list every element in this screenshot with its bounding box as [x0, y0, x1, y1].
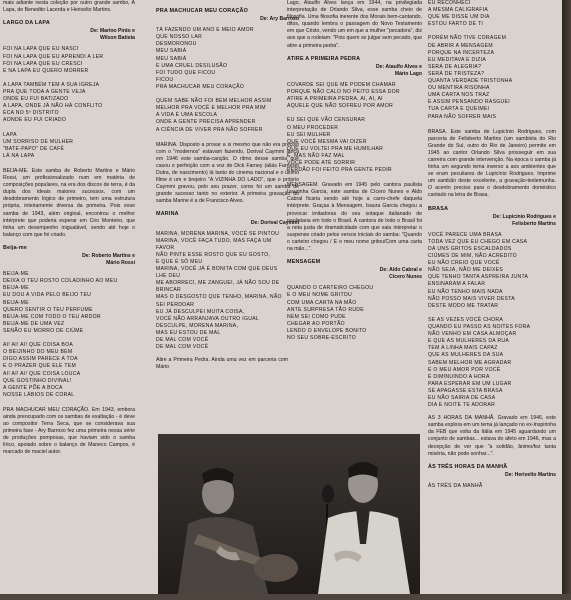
commentary-paragraph: PRA MACHUCAR MEU CORAÇÃO. Em 1943, embora ainda preocupado com os sambas de exaltação - é deve ao compositor Terra Seca, que se considerava sua primeira fase - Ary Barroso fez uma primeira nessa série de produções pomposas, que haviam sido o samba lírico, apoiado sobre o balanço de Maneco Campos, é marcado de maciel autor. — [3, 406, 135, 456]
song-credit: De: Lupicínio Rodrigues e Felisberto Martins — [492, 213, 556, 227]
song-credit: De: Aldo Cabral e Cícero Nunes — [379, 267, 422, 281]
column-2 — [156, 0, 299, 375]
commentary-paragraph: MARINA. Disposto a provar a si mesmo que não era preciso com o "modernos" estavam fazendo, Dorival Caymmi lança em 1946 este samba-canção. O ritmo desse samba que casou o perfeição com a voz de Dick Farney (aliás Farnésio Dutra, de nascimento) lá tanto do cinema nacional e o último filme é um e brejeiro "A VIZINHA DO LADO", que o próprio Caymmi gravou, pelo seu prazer, como foi um samba de grande sucesso tanto no exterior. A primeira gravação do samba Marine é a de Francisco Alves. — [156, 141, 299, 205]
commentary-paragraph: Atire a Primeira Pedra. Ainda uma vez em parceria com Mário — [156, 357, 288, 371]
song-title: Beija-me — [3, 244, 28, 251]
song-title: BRASA — [428, 205, 449, 212]
song-lyric: QUANDO O CARTEIRO CHEGOU E O MEU NOME GRITOU COM UMA CARTA NA MÃO ANTE SURPRESA TÃO RUDE NEM SEI COMO PUDE CHEGAR AO PORTÃO LENDO O ENVELOPE BONITO NO SEU SOBRE-ESCRITO — [287, 285, 374, 342]
commentary-paragraph: BRASA. Este samba de Lupicínio Rodrigues, com parceria de Felisberto Martins (um sambista do Rio Grande do Sul, outro do Rio de Janeiro) permite em 1945 ao cantor Orlando Silva prosseguir em sua carreira com grande intervenção. Na época o samba já tinha um segundo tema inverso a aos ambientes que se eram peculiares de Lupicínio Rodrigues. Imprime um sambão deste excelente, a gravação-testemunha. O acento preciso para o desdobramento doméstico cantado na letra de Brasa. — [428, 128, 556, 199]
commentary-paragraph: BEIJA-ME. Este samba de Roberto Martins e Mário Rossi, um profissionalizado num em matéria de composições populares, na era dos discos de terra, é da dupla dos ideais maiores sucessos, com um desdobramento lógico de primeiro, tem uma estrutura própria, inteiramente diversa da primeira. Pois esse samba de 1943, além original, encontrou o melhor intérprete que poderia esperar em Ciro Monteiro, que tinha um desempenho inigualável, sendo até hoje o balanço com que foi criado. — [3, 167, 135, 238]
song-lyric: COVARDE SEI QUE ME PODEM CHAMAR PORQUE NÃO CALO NO PEITO ESSA DOR ATIRE A PRIMEIRA PEDRA, AI, AI, AI AQUELE QUE NÃO SOFREU POR AMOR EU SEI QUE VÃO CENSURAR O MEU PROCEDER EU SEI MULHER QUE VOCÊ MESMA VAI DIZER QUE EU VOLTEI PRA ME HUMILHAR É, MAS NÃO FAZ MAL VOCÊ PODE ATÉ SORRIR PERDÃO FOI FEITO PRA GENTE PEDIR — [287, 81, 400, 174]
column-4 — [428, 0, 556, 494]
column-3 — [287, 0, 422, 346]
song-credit: De: Ataulfo Alves e Mário Lago — [375, 63, 422, 77]
sheet-edge — [562, 0, 571, 600]
song-lyric: TÁ FAZENDO UM ANO E MEIO AMOR QUE NOSSO LAR DESMORONOU MEU SABIÁ MEU SABIÁ E UMA CRUEL DESILUSÃO FOI TUDO QUE FICOU FICOU PRA MACHUCAR MEU CORAÇÃO QUEM SABE NÃO FOI BEM MELHOR ASSIM MELHOR PRA VOCÊ E MELHOR PRA MIM A VIDA É UMA ESCOLA ONDE A GENTE PRECISA APRENDER A CIÊNCIA DE VIVER PRA NÃO SOFRER — [156, 27, 272, 133]
commentary-paragraph: MENSAGEM. Gravado em 1945 pelo cantora paulista Isaurinha Garcia, este samba de Cícero Nunes e Aldo Cabral ficaria sendo até hoje a carro-chefe daquela intérprete. Graças à Mensagem, Isaura Garcia chegou a provocar imitadoras do seu sotaque italianado de paulistana em todo o Brasil. A cantora de todo o Brasil foi a nota justa de dramaticidade com que saiu interpretar o suspense criado pelos versos iniciais do samba: "Quando o carteiro chegou / E o meu nome gritou/Com uma carta na mão...". — [287, 182, 422, 252]
song-lyric: BEIJA-ME DEIXA O TEU ROSTO COLADINHO AO MEU BEIJA-ME EU DOU A VIDA PELO BEIJO TEU BEIJA-ME QUERO SENTIR O TEU PERFUME BEIJA-ME COM TODO O TEU ARDOR BEIJA-ME DE UMA VEZ SENÃO EU MORRO DE CIÚME AI! AI! AI! QUE COISA BOA O BEIJINHO DO MEU BEM DIGO ASSIM PARECE A TOA E O PRAZER QUE ELE TEM AI! AI! AI! QUE COISA LOUCA QUE GOSTINHO DIVINAL! A GENTE PÕE A BOCA NOSSE LÁBIOS DE CORAL — [3, 271, 118, 398]
song-title: MARINA — [156, 211, 179, 218]
song-lyric: MARINA, MORENA MARINA, VOCÊ SE PINTOU MARINA, VOCÊ FAÇA TUDO, MAS FAÇA UM FAVOR NÃO PINTE ESSE ROSTO QUE EU GOSTO, E QUE É SÓ MEU MARINA, VOCÊ JÁ É BONITA COM QUE DEUS LHE DEU ME ABORRECI, ME ZANGUEI, JÁ NÃO SOU DE BRINCAR MAS O DESGOSTO QUE TENHO, MARINA, NÃO SEI PERDOAR EU JÁ DESCULPEI MUITA COISA, VOCÊ NÃO ARRANJAVA OUTRO IGUAL DESCULPE, MORENA MARINA, MAS EU ESTOU DE MAL DE MAL COM VOCÊ DE MAL COM VOCÊ — [156, 230, 282, 351]
performers-photo — [158, 434, 420, 594]
song-title: ATIRE A PRIMEIRA PEDRA — [287, 55, 361, 62]
song-credit: De: Roberto Martins e Mário Rossi — [82, 253, 135, 267]
song-lyric: EU RECONHECI A MESMA CALIGRAFIA QUE ME DISSE UM DIA ESTOU FARTO DE TI PORÉM NÃO TIVE CORAGEM DE ABRIR A MENSAGEM PORQUE NA INCERTEZA EU MEDITAVA E DIZIA SERÁ DE ALEGRIA? SERÁ DE TRISTEZA? QUANTA VERDADE TRISTONHA OU MENTIRA RISONHA UMA CARTA NOS TRAZ E ASSIM PENSANDO RASGUEI TUA CARTA E QUEIMEI PARA NÃO SOFRER MAIS — [428, 0, 513, 120]
song-title: MENSAGEM — [287, 259, 321, 266]
song-lyric: FOI NA LAPA QUE EU NASCI FOI NA LAPA QUE EU APRENDI A LER FOI NA LAPA QUE EU CRESCI E NA LAPA EU QUERO MORRER A LAPA TAMBÉM TEM A SUA IGREJA PRA QUE TODA A GENTE VEJA ONDE EU FUI BATIZADO A LAPA, ONDE JÁ NÃO HÁ CONFLITO ÉCA NO 5º DISTRITO AONDE EU FUI CRIADO LAPA UM SORRISO DE MULHER "BATE-PAPO" DE CAFÉ LÁ NA LAPA — [3, 46, 104, 159]
song-title: ÀS TRÊS HORAS DA MANHÃ — [428, 463, 508, 470]
intro-text: Lago, Ataulfo Alves lança em 1944, na privilegiada interpretação de Orlando Silva, esse samba cheio de filosofia. Uma filosofia inerente dos Morais bem-cantando, ditos, quando lembra o passagem do Novo Testamento em que Cristo, vendo um em que a mulher "pecadora", diz aos que a rodeiam: "Pois quem se julgar sem pecado, que atire a primeira pedra". — [287, 0, 422, 49]
song-title: PRA MACHUCAR MEU CORAÇÃO — [156, 8, 249, 14]
song-credit: De: Marino Pinto e Wilson Batista — [90, 28, 135, 42]
commentary-paragraph: AS 3 HORAS DA MANHÃ. Gravado em 1946, este samba explora em um tema já lançado no ex-Inspirinha da FEB que volta da Itália em 1945 aguardando um conjunto de sambas... estava do afeto em 1946, mas a decepção de ver que "a solidão, ânimo/fez tanta miséria, não pode sonhar...". — [428, 415, 556, 457]
song-credit: De: Dorival Caymmi — [250, 219, 299, 226]
song-lyric: ÀS TRÊS DA MANHÃ — [428, 482, 483, 489]
sheet-edge — [0, 594, 571, 600]
song-credit: De: Herivelto Martins — [505, 471, 556, 478]
song-title: LARGO DA LAPA — [3, 20, 50, 27]
column-1 — [3, 0, 135, 461]
intro-text: mais adiante nesta coleção por outro grande sambo, A Lapa, de Benedito Lacerda e Herivelto Martins. — [3, 0, 135, 14]
photo-illustration — [158, 434, 420, 594]
song-credit: De: Ary Barroso — [260, 16, 299, 23]
song-lyric: VOCÊ PARECE UMA BRASA TODA VEZ QUE EU CHEGO EM CASA DÁ UNS GRITOS ESCALDADOS CIÚMES DE MIM, NÃO ACREDITO EU NÃO CREIO QUE VOCÊ NÃO SEJA, NÃO ME DEIXES QUE TENHO TANTA ASPREIRA JUNTA ENSINARAM A FALAR EU NÃO TENHO MAIS NADA NÃO POSSO MAIS VIVER DESTA DESTE MODO ME TRATAR SE AS VEZES VOCÊ CHORA QUANDO EU PASSO AS NOITES FORA NÃO VENHO EM CASA ALMOÇAR E QUE AS MULHERES DA RUA TEM A LINHA MAIS CAPAZ QUE AS MULHERES DA SUA SABEM MELHOR ME AGRADAR E O MEU AMOR POR VOCÊ É DIMINUINDO A HORA PARA ESPERAR EM UM LUGAR SE APAGASSE ESTA BRASA EU NÃO SAIRIA DE CASA DIA E NOITE TE ADORAR — [428, 231, 531, 409]
